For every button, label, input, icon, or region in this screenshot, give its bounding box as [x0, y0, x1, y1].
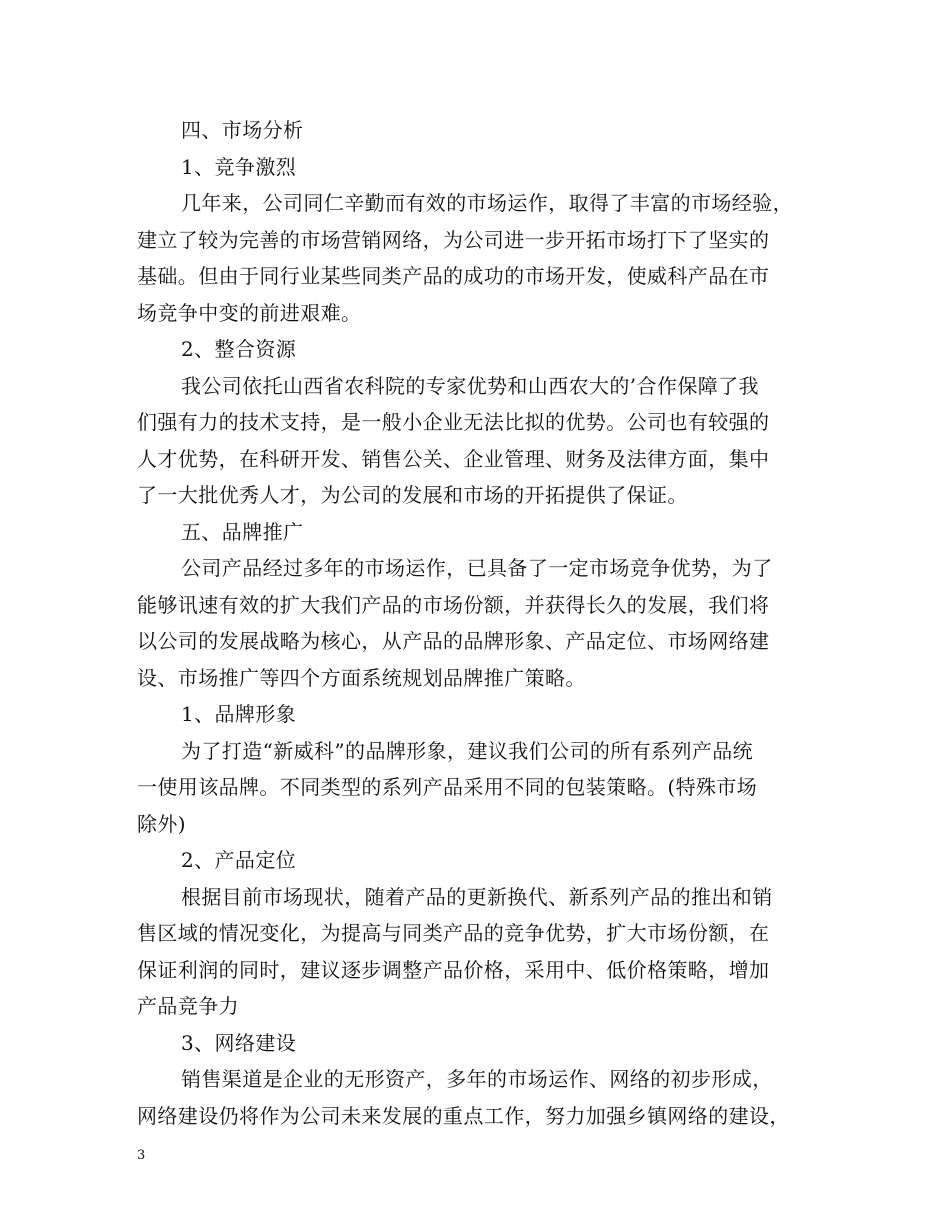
page-number: 3 [137, 1148, 146, 1163]
paragraph-line: 建立了较为完善的市场营销网络，为公司进一步开拓市场打下了坚实的 [137, 227, 770, 252]
paragraph-line: 几年来，公司同仁辛勤而有效的市场运作，取得了丰富的市场经验， [181, 191, 793, 215]
paragraph-line: 销售渠道是企业的无形资产，多年的市场运作、网络的初步形成， [181, 1067, 773, 1091]
paragraph-line: 除外) [137, 811, 187, 836]
paragraph-line: 人才优势，在科研开发、销售公关、企业管理、财务及法律方面，集中 [137, 446, 770, 471]
paragraph-line: 根据目前市场现状，随着产品的更新换代、新系列产品的推出和销 [181, 884, 773, 909]
paragraph-line: 公司产品经过多年的市场运作，已具备了一定市场竞争优势，为了 [181, 556, 773, 580]
subsection-heading: 1、品牌形象 [181, 702, 297, 726]
subsection-heading: 2、产品定位 [181, 848, 297, 872]
paragraph-line: 网络建设仍将作为公司未来发展的重点工作，努力加强乡镇网络的建设， [137, 1103, 790, 1128]
subsection-heading: 3、网络建设 [181, 1030, 297, 1055]
paragraph-line: 售区域的情况变化，为提高与同类产品的竞争优势，扩大市场份额，在 [137, 921, 770, 945]
subsection-heading: 2、整合资源 [181, 337, 297, 361]
paragraph-line: 设、市场推广等四个方面系统规划品牌推广策略。 [137, 665, 586, 690]
paragraph-line: 保证利润的同时，建议逐步调整产品价格，采用中、低价格策略，增加 [137, 957, 770, 982]
paragraph-line: 一使用该品牌。不同类型的系列产品采用不同的包装策略。(特殊市场 [137, 775, 758, 799]
paragraph-line: 场竞争中变的前进艰难。 [137, 300, 362, 325]
section-heading: 五、品牌推广 [181, 519, 304, 544]
paragraph-line: 了一大批优秀人才，为公司的发展和市场的开拓提供了保证。 [137, 483, 688, 507]
section-heading: 四、市场分析 [181, 118, 304, 142]
paragraph-line: 为了打造“新威科”的品牌形象，建议我们公司的所有系列产品统 [181, 738, 754, 763]
paragraph-line: 基础。但由于同行业某些同类产品的成功的市场开发，使威科产品在市 [137, 264, 770, 288]
paragraph-line: 我公司依托山西省农科院的专家优势和山西农大的’合作保障了我 [181, 373, 759, 398]
paragraph-line: 产品竞争力 [137, 994, 239, 1018]
paragraph-line: 以公司的发展战略为核心，从产品的品牌形象、产品定位、市场网络建 [137, 629, 770, 653]
document-body [137, 112, 817, 1134]
paragraph-line: 们强有力的技术支持，是一般小企业无法比拟的优势。公司也有较强的 [137, 410, 770, 434]
subsection-heading: 1、竞争激烈 [181, 154, 297, 179]
paragraph-line: 能够讯速有效的扩大我们产品的市场份额，并获得长久的发展，我们将 [137, 592, 770, 617]
